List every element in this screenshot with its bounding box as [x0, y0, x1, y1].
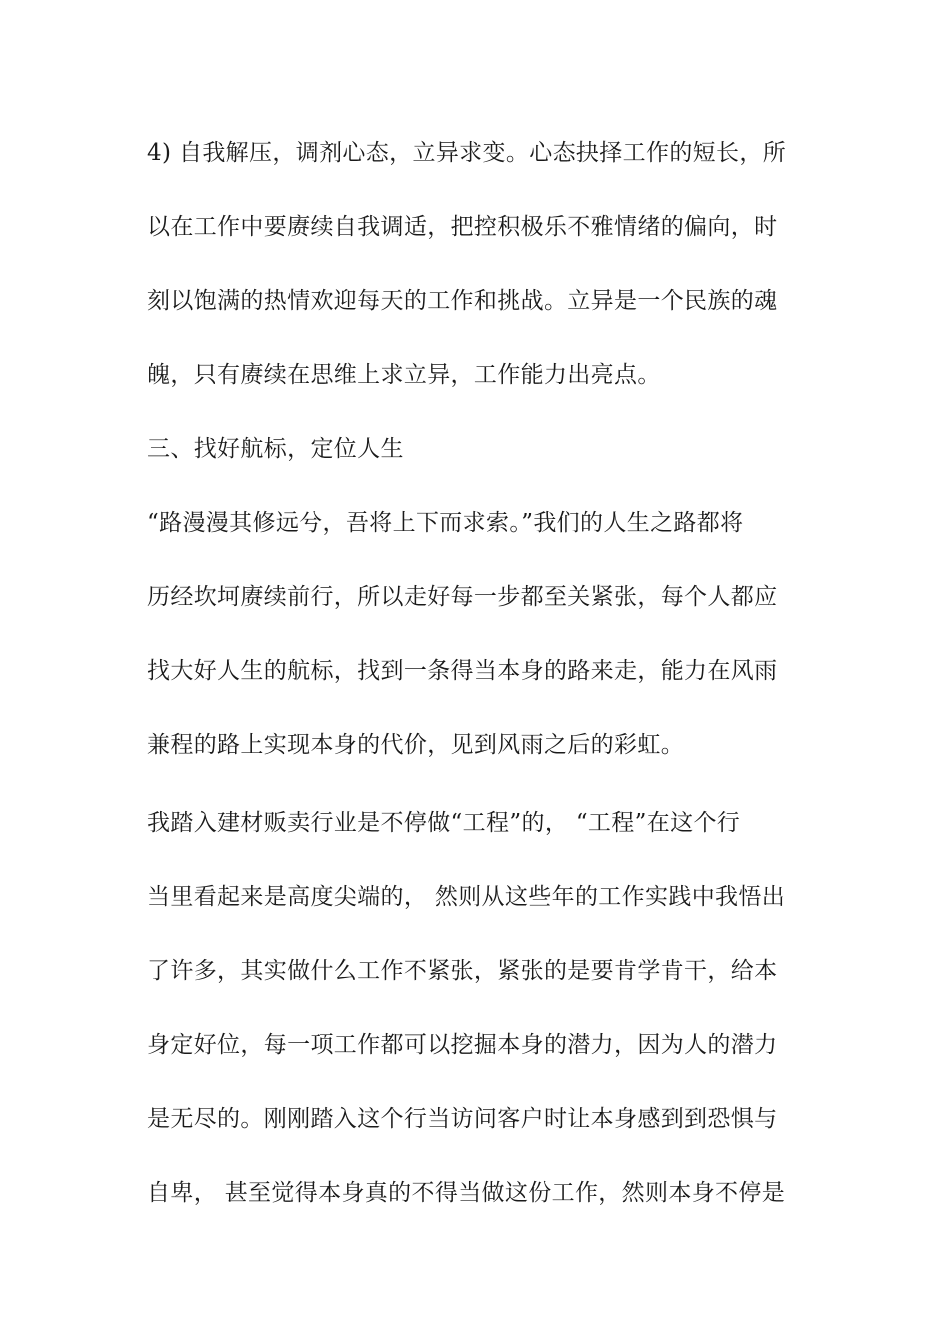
paragraph-line: “路漫漫其修远兮，吾将上下而求索。”我们的人生之路都将 — [147, 510, 744, 536]
paragraph-line: 是无尽的。刚刚踏入这个行当访问客户时让本身感到到恐惧与 — [147, 1106, 778, 1132]
paragraph-line: 当里看起来是高度尖端的， 然则从这些年的工作实践中我悟出 — [147, 884, 786, 910]
paragraph-line: 自卑， 甚至觉得本身真的不得当做这份工作，然则本身不停是 — [147, 1180, 786, 1206]
paragraph-line: 魄，只有赓续在思维上求立异，工作能力出亮点。 — [147, 362, 661, 388]
paragraph-line: 找大好人生的航标，找到一条得当本身的路来走，能力在风雨 — [147, 658, 778, 684]
paragraph-line: 身定好位，每一项工作都可以挖掘本身的潜力，因为人的潜力 — [147, 1032, 778, 1058]
section-heading: 三、找好航标，定位人生 — [147, 436, 404, 462]
paragraph-line: 刻以饱满的热情欢迎每天的工作和挑战。立异是一个民族的魂 — [147, 288, 778, 314]
paragraph-line: 了许多，其实做什么工作不紧张，紧张的是要肯学肯干，给本 — [147, 958, 778, 984]
paragraph-line: 历经坎坷赓续前行，所以走好每一步都至关紧张，每个人都应 — [147, 584, 778, 610]
paragraph-line: 以在工作中要赓续自我调适，把控积极乐不雅情绪的偏向，时 — [147, 214, 778, 240]
paragraph-line: 兼程的路上实现本身的代价，见到风雨之后的彩虹。 — [147, 732, 685, 758]
paragraph-line: 我踏入建材贩卖行业是不停做“工程”的， “工程”在这个行 — [147, 810, 741, 836]
paragraph-line: 4) 自我解压，调剂心态，立异求变。心态抉择工作的短长，所 — [147, 140, 787, 166]
